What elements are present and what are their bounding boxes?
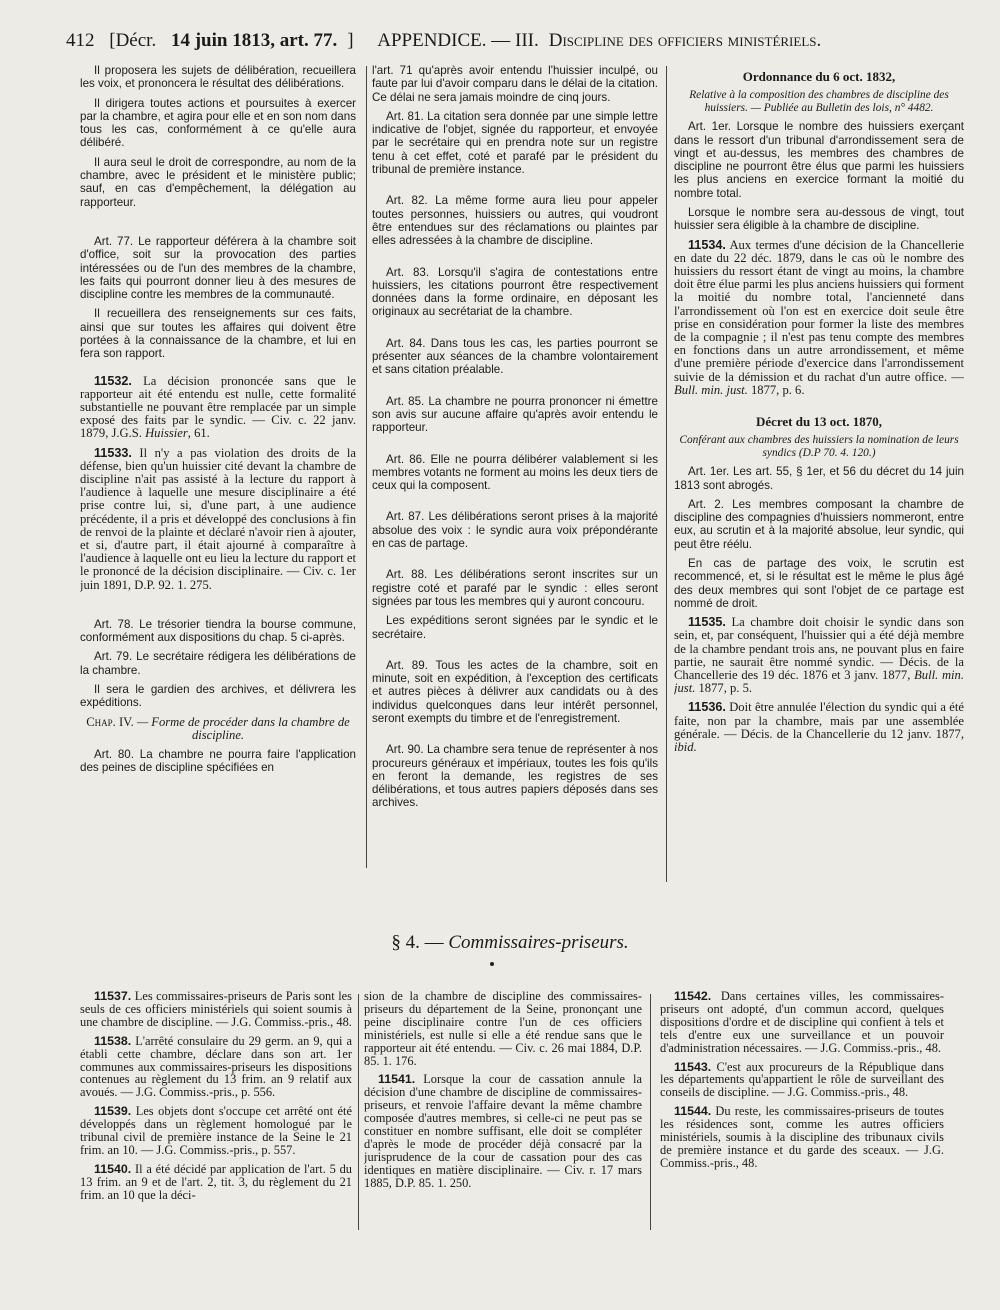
note-text: Doit être annulée l'élection du syndic qui a été faite, non par la chambre, mais par une assemblée générale. — Décis. de la Chancellerie du 12 janv. 1877, <box>674 700 964 741</box>
note-11539 <box>80 1105 352 1157</box>
note-text: Il n'y a pas violation des droits de la défense, bien qu'un huissier cité devant la chambre de discipline n'ait pas assisté à la lecture du rapport à l'audience à laquelle une mesure disciplinaire a été prise contre lui, si, d'une part, à une audience précédente, il a pris et développé des conclusions à fin de renvoi de la plainte et déclaré n'avoir rien à ajouter, et si, d'autre part, il était ajourné à comparaître à l'audience à laquelle ont eu lieu la lecture du rapport et le prononcé de la décision disciplinaire. — Civ. c. 1er juin 1891, D.P. 92. 1. 275. <box>80 445 356 592</box>
paragraph: Il sera le gardien des archives, et délivrera les expéditions. <box>80 683 356 710</box>
decree-title: Décret du 13 oct. 1870, <box>755 414 883 430</box>
note-11536 <box>674 701 964 754</box>
article-77: Art. 77. Le rapporteur déférera à la chambre soit d'office, soit sur la provocation des parties intéressées ou de l'un des membres de la chambre, les faits qui pourront donner lieu à des mesures de discipline contre les membres de la communauté. <box>80 234 356 302</box>
note-text: La chambre doit choisir le syndic dans son sein, et, par conséquent, l'huissier qui a été déjà membre de la chambre pendant trois ans, ne pouvant plus en faire partie, ne saurait être nommé syndic. — Décis. de la Chancellerie des 19 déc. 1876 et 3 janv. 1877, <box>674 615 964 683</box>
note-text: Du reste, les commissaires-priseurs de toutes les résidences sont, comme les autres officiers ministériels, soumis à la discipline des tribunaux civils de première instance et du garde des sceaux. — J.G. Commiss.-pris., 48. <box>660 1104 944 1170</box>
ordinance-body <box>674 120 964 232</box>
note-text: Lorsque la cour de cassation annule la décision d'une chambre de discipline de commissaires-priseurs, et renvoie l'affaire devant la même chambre composée d'autres membres, si celle-ci ne peut pas se constituer en nombre suffisant, elle doit se compléter d'après le mode de procéder déjà consacré par la jurisprudence de la cour de cassation pour des cas identiques en matière disciplinaire. — Civ. r. 17 mars 1885, D.P. 85. 1. 250. <box>364 1072 642 1190</box>
note-end: 1877, p. 6. <box>747 382 805 397</box>
note-block <box>674 239 964 397</box>
note-end: , 61. <box>187 426 210 441</box>
section-heading: APPENDICE. — III. <box>377 30 539 51</box>
paragraph: Il dirigera toutes actions et poursuites à exercer par la chambre, et agira pour elle et en son nom dans tous les cas, conformément à ce qu'elle aura délibéré. <box>80 96 356 150</box>
note-number: 11532. <box>94 373 132 388</box>
article-80: Art. 80. La chambre ne pourra faire l'application des peines de discipline spécifiées en <box>80 748 356 775</box>
ref-suffix: ] <box>347 30 354 51</box>
column-divider <box>666 66 667 882</box>
note-end: 1877, p. 5. <box>695 681 753 696</box>
running-header <box>66 30 946 54</box>
note-number: 11537. <box>94 990 132 1003</box>
column-left <box>80 64 356 872</box>
ornament-dot <box>490 962 494 966</box>
column-divider <box>650 994 651 1230</box>
note-number: 11543. <box>674 1059 712 1074</box>
decree-article-1: Art. 1er. Les art. 55, § 1er, et 56 du décret du 14 juin 1813 sont abrogés. <box>674 465 964 492</box>
note-text: Aux termes d'une décision de la Chancellerie en date du 22 déc. 1879, dans le cas où le nombre des huissiers du ressort étant de vingt au moins, la chambre doit être élue parmi les plus anciens huissiers qui forment la moitié du nombre total, l'ancienneté dans l'arrondissement où l'on est en exercice doit seule être prise en considération pour former la liste des membres de la compagnie ; il n'est pas tenu compte des membres en fonctions dans un autre arrondissement, et même d'une première période d'exercice dans l'arrondissement suivie de la démission et du rachat d'un autre office. — <box>674 237 964 384</box>
note-italic: ibid. <box>674 740 697 755</box>
note-italic: Bull. min. just. <box>674 382 748 397</box>
article-86: Art. 86. Elle ne pourra délibérer valablement si les membres votants ne forment au moins les deux tiers de ceux qui la composent. <box>372 452 658 493</box>
note-text: Dans certaines villes, les commissaires-priseurs ont adopté, d'un commun accord, quelques dispositions d'ordre et de discipline qui confient à tels et tels d'entre eux une surveillance et un pouvoir d'administration nécessaires. — J.G. Commiss.-pris., 48. <box>660 990 944 1055</box>
note-number: 11534. <box>688 237 726 252</box>
note-11544 <box>660 1105 944 1170</box>
note-italic: Bull. min. just. <box>674 668 964 696</box>
note-11534 <box>674 239 964 397</box>
article-84: Art. 84. Dans tous les cas, les parties pourront se présenter aux séances de la chambre volontairement et sans citation préalable. <box>372 336 658 377</box>
note-text: L'arrêté consulaire du 29 germ. an 9, qui a établi cette chambre, déclare dans son art. 1er communes aux commissaires-priseurs les dispositions contenues au règlement du 13 frim. an 9 relatif aux avoués. — J.G. Commiss.-pris., p. 556. <box>80 1033 352 1100</box>
note-11535 <box>674 616 964 695</box>
article-83: Art. 83. Lorsqu'il s'agira de contestations entre huissiers, les citations pourront être respectivement données dans la forme ordinaire, en déposant les originaux au secrétariat de la chambre. <box>372 265 658 319</box>
note-text: La décision prononcée sans que le rapporteur ait été entendu est nulle, cette formalité substantielle ne pouvant être remplacée par un simple exposé des faits par le syndic. — Civ. c. 22 janv. 1879, J.G.S. <box>80 373 356 441</box>
note-11540 <box>80 1163 352 1202</box>
bottom-column-left <box>80 990 352 1230</box>
note-text: Les commissaires-priseurs de Paris sont les seuls de ces officiers ministériels qui soient soumis à une chambre de discipline. — J.G. Commiss.-pris., 48. <box>80 990 352 1029</box>
paragraph: Il proposera les sujets de délibération, recueillera les voix, et prononcera le résultat des délibérations. <box>80 64 356 91</box>
article-81: Art. 81. La citation sera donnée par une simple lettre indicative de l'objet, signée du rapporteur, et envoyée par le secrétaire qui en prendra note sur un registre tenu à cet effet, coté et parafé par le président du tribunal de première instance. <box>372 109 658 177</box>
article-79: Art. 79. Le secrétaire rédigera les délibérations de la chambre. <box>80 650 356 677</box>
decree-reference <box>109 30 363 51</box>
bottom-column-middle <box>364 990 642 1230</box>
note-11532 <box>80 375 356 441</box>
article-90: Art. 90. La chambre sera tenue de représenter à nos procureurs généraux et impériaux, toutes les fois qu'ils en feront la demande, les registres de ses délibérations, et tous autres papiers déposés dans ses archives. <box>372 743 658 810</box>
note-number: 11544. <box>674 1104 712 1119</box>
note-text: C'est aux procureurs de la République dans les départements qu'appartient le rôle de surveillant des conseils de discipline. — J.G. Commiss.-pris., 48. <box>660 1059 944 1100</box>
note-number: 11540. <box>94 1161 132 1176</box>
note-11538 <box>80 1035 352 1100</box>
ordinance-article-1: Art. 1er. Lorsque le nombre des huissiers exerçant dans le ressort d'un tribunal d'arrondissement sera de vingt et au-dessus, les membres des chambres de discipline ne pourront être élus que parmi les huissiers les plus anciens en exercice formant la moitié du nombre total. <box>674 120 964 200</box>
note-number: 11533. <box>94 445 132 460</box>
article-85: Art. 85. La chambre ne pourra prononcer ni émettre son avis sur aucune affaire qu'après avoir entendu le rapporteur. <box>372 394 658 435</box>
ordinance-subtitle: Relative à la composition des chambres de discipline des huissiers. — Publiée au Bulletin des lois, n° 4482. <box>689 89 949 114</box>
article-78: Art. 78. Le trésorier tiendra la bourse commune, conformément aux dispositions du chap. 5 ci-après. <box>80 617 356 645</box>
paragraph: Il recueillera des renseignements sur ces faits, ainsi que sur toutes les affaires qui doivent être portées à la connaissance de la chambre, et lui en fera son rapport. <box>80 307 356 361</box>
article-88: Art. 88. Les délibérations seront inscrites sur un registre coté et parafé par le syndic : elles seront signées par tous les membres qui y auront concouru. <box>372 568 658 608</box>
note-text: Les objets dont s'occupe cet arrêté ont été développés dans un règlement homologué par le tribunal civil de première instance de la Seine le 21 frim. an 10. — J.G. Commiss.-pris., p. 557. <box>80 1104 352 1157</box>
note-block <box>80 375 356 592</box>
chapter-heading <box>80 716 356 742</box>
ref-prefix: [Décr. <box>109 30 161 51</box>
note-text: Il a été décidé par application de l'art. 5 du 13 frim. an 9 et de l'art. 2, tit. 3, du règlement du 21 frim. an 10 que la déci- <box>80 1161 352 1202</box>
column-divider <box>358 994 359 1230</box>
column-middle <box>372 64 658 884</box>
paragraph: Les expéditions seront signées par le syndic et le secrétaire. <box>372 614 658 641</box>
note-number: 11541. <box>378 1072 416 1087</box>
paragraph: sion de la chambre de discipline des commissaires-priseurs du département de la Seine, prononçant une peine disciplinaire contre l'un de ces officiers ministériels, est nulle si elle a été rendue sans que le rapporteur ait été entendu. — Civ. c. 26 mai 1884, D.P. 85. 1. 176. <box>364 990 642 1068</box>
paragraph: l'art. 71 qu'après avoir entendu l'huissier inculpé, ou faute par lui d'avoir comparu dans le délai de la citation. Ce délai ne sera jamais moindre de cinq jours. <box>372 64 658 104</box>
note-11533 <box>80 447 356 592</box>
chapter-title: — Forme de procéder dans la chambre de discipline. <box>133 714 350 742</box>
paragraph: Il aura seul le droit de correspondre, au nom de la chambre, avec le président et le ministère public; sauf, en cas d'empêchement, la délégation au rapporteur. <box>80 155 356 209</box>
note-11543 <box>660 1061 944 1100</box>
section-title <box>300 932 720 954</box>
note-number: 11536. <box>688 700 726 715</box>
ref-bold: 14 juin 1813, art. 77. <box>170 30 338 51</box>
note-number: 11542. <box>674 990 712 1003</box>
article-87: Art. 87. Les délibérations seront prises à la majorité absolue des voix : le syndic aura voix prépondérante en cas de partage. <box>372 510 658 551</box>
note-11537 <box>80 990 352 1029</box>
page-number: 412 <box>66 30 95 51</box>
chapter-label: Chap. IV. <box>86 714 134 729</box>
note-11541 <box>364 1073 642 1189</box>
note-number: 11539. <box>94 1104 132 1119</box>
article-82: Art. 82. La même forme aura lieu pour appeler toutes personnes, huissiers ou autres, qui voudront être entendues sur des réclamations ou plaintes par elles adressées à la chambre de discipline. <box>372 194 658 248</box>
note-11542 <box>660 990 944 1055</box>
paragraph: En cas de partage des voix, le scrutin est recommencé, et, si le résultat est le même le plus âgé des deux membres qui sont l'objet de ce partage est nommé de droit. <box>674 557 964 610</box>
column-divider <box>366 66 367 868</box>
ordinance-title: Ordonnance du 6 oct. 1832, <box>742 70 896 84</box>
paragraph: Lorsque le nombre sera au-dessous de vingt, tout huissier sera éligible à la chambre de discipline. <box>674 206 964 233</box>
note-number: 11538. <box>94 1033 132 1048</box>
section-title-text: Commissaires-priseurs. <box>448 932 629 953</box>
column-right <box>674 70 964 888</box>
section-label: § 4. — <box>391 932 449 953</box>
bottom-column-right <box>660 990 944 1230</box>
section-heading-smallcaps: Discipline des officiers ministériels. <box>548 30 822 51</box>
decree-subtitle: Conférant aux chambres des huissiers la nomination de leurs syndics (D.P 70. 4. 120.) <box>679 434 959 459</box>
note-number: 11535. <box>688 615 726 630</box>
decree-article-2: Art. 2. Les membres composant la chambre de discipline des compagnies d'huissiers nommeront, entre eux, au scrutin et à la majorité absolue, leur syndic, qui peut être réélu. <box>674 497 964 551</box>
note-block <box>674 616 964 754</box>
note-italic: Huissier <box>145 426 188 441</box>
decree-body <box>674 465 964 610</box>
article-89: Art. 89. Tous les actes de la chambre, soit en minute, soit en expédition, à l'exception des certificats et autres pièces à délivrer aux candidats ou à des individus quelconques dans leur intérêt personnel, seront exempts du timbre et de l'enregistrement. <box>372 658 658 725</box>
